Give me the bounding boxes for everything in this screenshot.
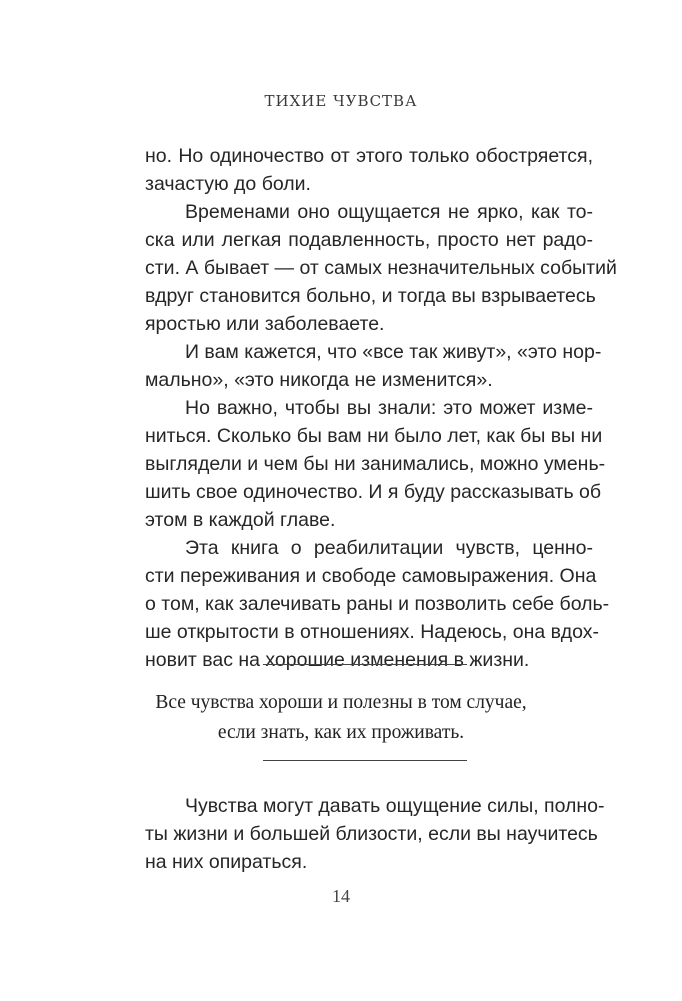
text-line: И вам кажется, что «все так живут», «это нор- (185, 341, 602, 363)
pull-quote-line: если знать, как их проживать. (217, 722, 465, 743)
text-line: Временами оно ощущается не ярко, как то- (185, 201, 593, 223)
text-line: выглядели и чем бы ни занимались, можно умень- (145, 453, 606, 475)
text-line: яростью или заболеваете. (145, 313, 385, 335)
divider-bottom (263, 760, 467, 761)
text-line: о том, как залечивать раны и позволить себе боль- (145, 593, 610, 615)
text-line: Чувства могут давать ощущение силы, полно- (185, 795, 605, 817)
text-line: ниться. Сколько бы вам ни было лет, как бы вы ни (145, 425, 603, 447)
text-line: сти переживания и свободе самовыражения. Она (145, 565, 597, 587)
text-line: шить свое одиночество. И я буду рассказывать об (145, 481, 602, 503)
text-line: на них опираться. (145, 851, 308, 873)
text-line: этом в каждой главе. (145, 509, 336, 531)
text-line: сти. А бывает — от самых незначительных событий (145, 257, 617, 279)
text-line: но. Но одиночество от этого только обостряется, (145, 145, 593, 167)
divider-top (263, 664, 467, 665)
text-line: новит вас на хорошие изменения в жизни. (145, 649, 530, 671)
running-header: ТИХИЕ ЧУВСТВА (264, 92, 418, 110)
pull-quote-line: Все чувства хороши и полезны в том случае, (155, 692, 527, 713)
text-line: зачастую до боли. (145, 173, 311, 195)
text-line: ше открытости в отношениях. Надеюсь, она вдох- (145, 621, 600, 643)
text-line: Эта книга о реабилитации чувств, ценно- (185, 537, 593, 559)
text-line: вдруг становится больно, и тогда вы взрываетесь (145, 285, 596, 307)
text-line: ска или легкая подавленность, просто нет радо- (145, 229, 593, 251)
text-line: ты жизни и большей близости, если вы научитесь (145, 823, 598, 845)
text-line: мально», «это никогда не изменится». (145, 369, 493, 391)
text-line: Но важно, чтобы вы знали: это может изме- (185, 397, 593, 419)
page-number: 14 (332, 886, 350, 906)
